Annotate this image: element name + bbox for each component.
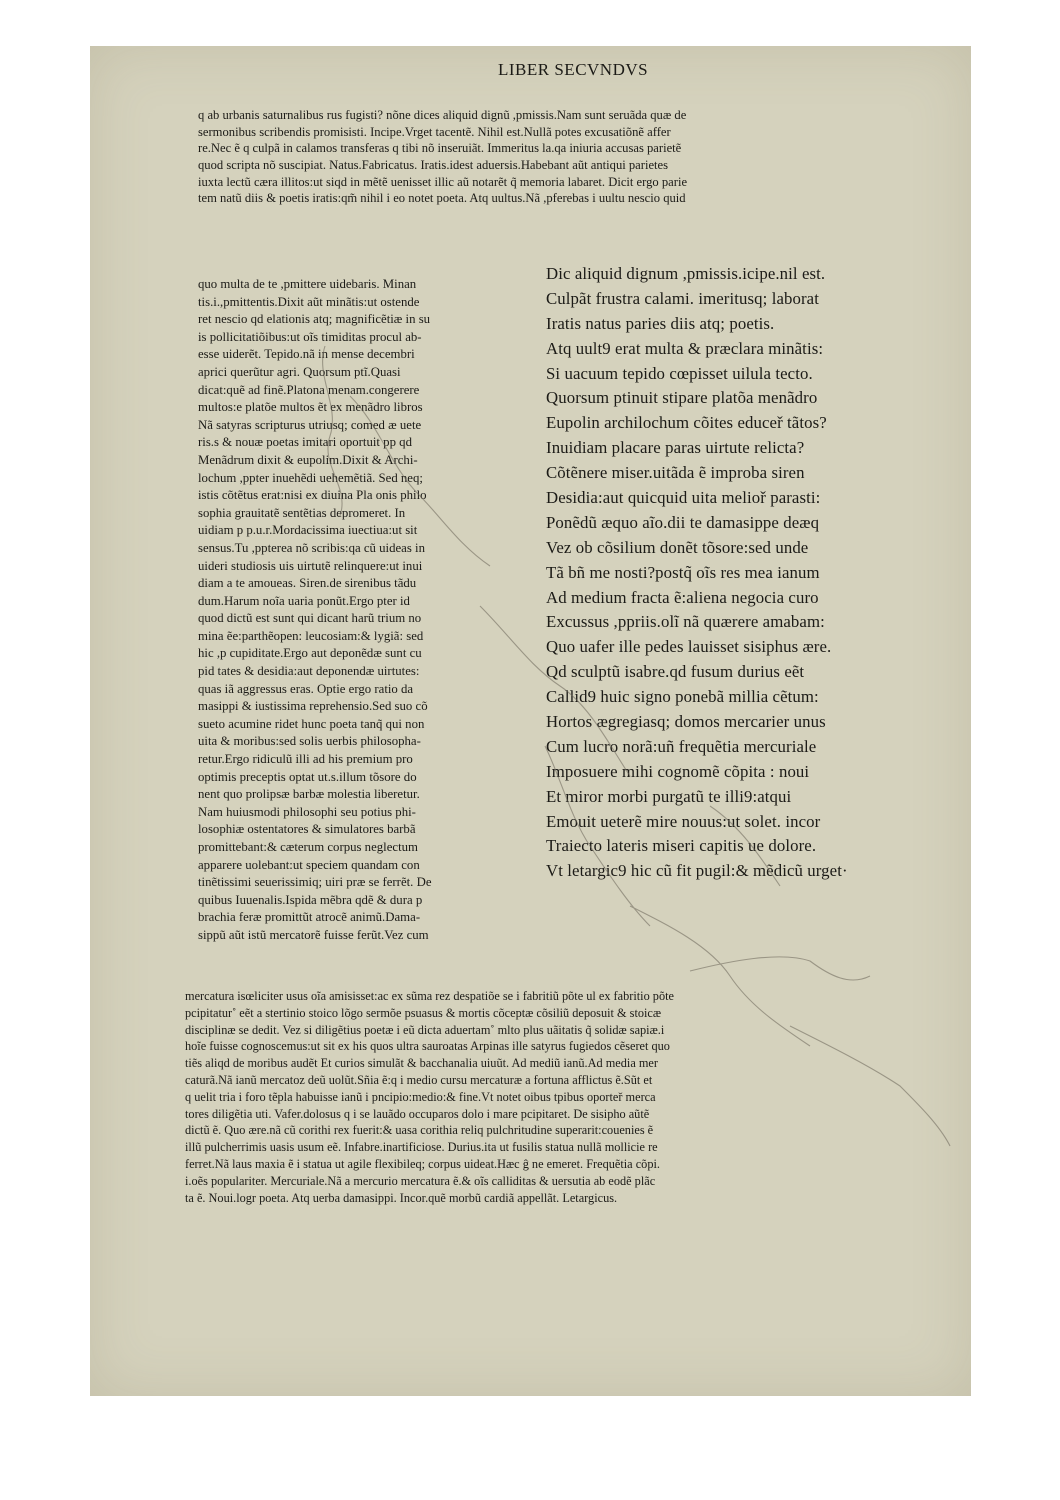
verse-line: Eupolin archilochum cõites educeř tãtos? — [546, 413, 827, 433]
commentary-line: mercatura isœliciter usus oĩa amisisset:ac ex sũma rez despatiõe se i fabritiũ põte ul ex fabritio põte — [185, 989, 674, 1003]
commentary-line: tores diligẽtia uti. Vafer.dolosus q i se lauãdo occuparos dolo i mare pcipitaret. De sisipho aũtẽ — [185, 1106, 650, 1121]
commentary-line: dictũ ẽ. Quo ære.nã cũ corithi rex fuerit:& uasa corithia reliq pulchritudine superarit:couenies ẽ — [185, 1123, 654, 1138]
commentary-line: sermonibus scribendis promisisti. Incipe.Vrget tacentẽ. Nihil est.Nullã potes excusatiõnẽ affer — [198, 124, 671, 139]
commentary-line: caturã.Nã ianũ mercatoz deũ uolũt.Sñia ẽ:q i medio cursu mercaturæ a fortuna afflictus ẽ.Sũt et — [185, 1072, 653, 1087]
verse-line: Inuidiam placare paras uirtute relicta? — [546, 438, 805, 458]
commentary-line: Menãdrum dixit & eupolim.Dixit & Archi- — [198, 452, 418, 467]
verse-line: Quo uafer ille pedes lauisset sisiphus ære. — [546, 637, 832, 657]
verse-line: Si uacuum tepido cœpisset uilula tecto. — [546, 363, 813, 383]
commentary-line: tiẽs aliqd de moribus audẽt Et curios simulãt & bacchanalia uiuũt. Ad mediũ ianũ.Ad media mer — [185, 1056, 658, 1071]
verse-line: Cum lucro norã:uñ frequẽtia mercuriale — [546, 736, 817, 756]
book-page — [90, 46, 971, 1396]
commentary-line: tinẽtissimi seuerissimiq; uiri præ se ferrẽt. De — [198, 875, 432, 890]
commentary-line: q uelit tria i foro tẽpla habuisse ianũ i pncipio:medio:& fine.Vt notet oibus tpibus oporteř merca — [185, 1089, 656, 1104]
commentary-line: q ab urbanis saturnalibus rus fugisti? nõne dices aliquid dignũ ,pmissis.Nam sunt seruãda quæ de — [198, 108, 687, 122]
commentary-line: quibus Iuuenalis.Ispida mẽbra qdẽ & dura p — [198, 892, 423, 907]
commentary-line: iuxta lectũ cæra illitos:ut siqd in mẽtẽ uenisset illic aũ notarẽt q̃ memoria labaret. Dicit ergo parie — [198, 174, 688, 189]
commentary-line: aprici querũtur agri. Quorsum ptĩ.Quasi — [198, 364, 401, 379]
commentary-line: sueto acumine ridet hunc poeta tanq̃ qui non — [198, 716, 425, 731]
verse-line: Ad medium fracta ẽ:aliena negocia curo — [546, 587, 819, 607]
commentary-top-block — [198, 107, 933, 207]
commentary-line: sensus.Tu ,ppterea nõ scribis:qa cũ uideas in — [198, 540, 425, 555]
verse-line: Atq uult9 erat multa & præclara minãtis: — [546, 338, 824, 358]
verse-line: Excussus ,ppriis.olĩ nã quærere amabam: — [546, 612, 825, 632]
verse-line: Qd sculptũ isabre.qd fusum durius eẽt — [546, 662, 805, 682]
verse-line: Traiecto lateris miseri capitis ue dolore. — [546, 836, 817, 856]
commentary-line: quas iã aggressus eras. Optie ergo ratio da — [198, 681, 414, 696]
margin-flourish-stroke — [690, 957, 870, 980]
commentary-line: dicat:quẽ ad finẽ.Platona menam.congerere — [198, 382, 420, 397]
commentary-line: sophia grauitatẽ sentẽtias depromeret. In — [198, 505, 406, 520]
verse-line: Hortos ægregiasq; domos mercarier unus — [546, 712, 826, 732]
verse-line: Dic aliquid dignum ,pmissis.icipe.nil est. — [546, 264, 826, 283]
commentary-line: nent quo prolipsæ barbæ molestia liberetur. — [198, 787, 420, 802]
commentary-line: lochum ,ppter inuehẽdi uehemẽtiã. Sed neq; — [198, 470, 423, 485]
verse-line: Iratis natus paries diis atq; poetis. — [546, 313, 775, 333]
verse-line: Callid9 huic signo ponebã millia cẽtum: — [546, 687, 819, 707]
verse-line: Vez ob cõsilium donẽt tõsore:sed unde — [546, 537, 809, 557]
commentary-line: retur.Ergo ridiculũ illi ad his premium pro — [198, 752, 413, 767]
commentary-bottom-block — [185, 988, 945, 1206]
verse-text-column — [546, 262, 946, 884]
commentary-line: tem natũ diis & poetis iratis:qm̃ nihil i eo notet poeta. Atq uultus.Nã ,pferebas i uultu nescio quid — [198, 191, 686, 206]
commentary-line: Nã satyras scripturus utriusq; comed æ uete — [198, 417, 422, 432]
verse-line: Ponẽdũ æquo aĩo.dii te damasippe deæq — [546, 512, 820, 532]
commentary-line: apparere uolebant:ut speciem quandam con — [198, 857, 420, 872]
verse-line: Culpãt frustra calami. imeritusq; laborat — [546, 288, 819, 308]
commentary-line: tis.i.,pmittentis.Dixit aũt minãtis:ut ostende — [198, 294, 420, 309]
verse-line: Tã bñ me nosti?postq̃ oĩs res mea ianum — [546, 562, 820, 582]
verse-line: Vt letargic9 hic cũ fit pugil:& mẽdicũ urget· — [546, 861, 848, 881]
running-header: LIBER SECVNDVS — [498, 60, 649, 79]
commentary-line: i.oẽs populariter. Mercuriale.Nã a mercurio mercatura ẽ.& oĩs calliditas & uersutia ab eodẽ plãc — [185, 1173, 656, 1188]
commentary-line: illũ pulcherrimis uasis usum eẽ. Infabre.inartificiose. Durius.ita ut fusilis statua nullã mollicie re — [185, 1140, 658, 1155]
commentary-line: is pollicitatiõibus:ut oĩs timiditas procul ab- — [198, 329, 422, 344]
commentary-line: brachia feræ promittũt atrocẽ animũ.Dama- — [198, 910, 421, 925]
commentary-line: disciplinæ se dedit. Vez si diligẽtius poetæ i eũ dicta aduertam˚ mlto plus uãitatis q̃ solidæ sapiæ.i — [185, 1022, 665, 1037]
commentary-line: hoĩe fuisse cognoscemus:ut sit ex his quos ultra sauroatas Arpinas ille satyrus fugiedos cẽseret quo — [185, 1039, 670, 1054]
commentary-line: diam a te amoueas. Siren.de sirenibus tãdu — [198, 576, 417, 591]
commentary-line: masippi & iustissima reprehensio.Sed suo cõ — [198, 699, 428, 714]
verse-line: Imposuere mihi cognomẽ cõpita : noui — [546, 761, 810, 781]
commentary-line: uita & moribus:sed solis uerbis philosopha- — [198, 734, 421, 749]
commentary-line: ferret.Nã laus maxia ẽ i statua ut agile flexibileq; corpus uideat.Hæc ĝ ne emeret. Frequẽtia cõpi. — [185, 1156, 660, 1171]
commentary-line: ta ẽ. Noui.logr poeta. Atq uerba damasippi. Incor.quẽ morbũ cardiã appellãt. Letargicus. — [185, 1190, 618, 1205]
commentary-line: ret nescio qd elationis atq; magnificẽtiæ in su — [198, 312, 431, 327]
commentary-line: losophiæ ostentatores & simulatores barbã — [198, 822, 416, 837]
commentary-line: quod dictũ est sunt qui dicant harũ trium no — [198, 611, 422, 626]
commentary-line: uideri studiosis uis uirtutẽ relinquere:ut inui — [198, 558, 423, 573]
commentary-line: sippũ aũt istũ mercatorẽ fuisse ferũt.Vez cum — [198, 927, 429, 942]
verse-line: Emouit ueterẽ mire nouus:ut solet. incor — [546, 811, 821, 831]
verse-line: Cõtẽnere miser.uitãda ẽ improba siren — [546, 463, 805, 483]
verse-line: Et miror morbi purgatũ te illi9:atqui — [546, 786, 792, 806]
commentary-line: multos:e platõe multos ẽt ex menãdro libros — [198, 400, 423, 415]
commentary-line: istis cõtẽtus erat:nisi ex diuina Pla onis philo — [198, 488, 427, 503]
commentary-line: promittebant:& cæterum corpus neglectum — [198, 840, 418, 854]
commentary-line: optimis preceptis optat ut.s.illum tõsore do — [198, 769, 417, 784]
commentary-line: esse uiderẽt. Tepido.nã in mense decembri — [198, 347, 415, 362]
commentary-line: ris.s & nouæ poetas imitari oportuit pp qd — [198, 435, 412, 450]
commentary-line: mina ẽe:parthẽopen: leucosiam:& lygiã: sed — [198, 628, 424, 643]
verse-line: Desidia:aut quicquid uita melioř parasti: — [546, 488, 821, 508]
commentary-line: pcipitatur˚ eẽt a stertinio stoico lõgo sermõe psuasus & mortis cõceptæ cõsiliũ deposuit & stoicæ — [185, 1005, 662, 1020]
commentary-line: quod scripta nõ suscipiat. Natus.Fabricatus. Iratis.idest aduersis.Habebant aũt antiqui parietes — [198, 158, 669, 173]
commentary-line: pid tates & desidia:aut deponendæ uirtutes: — [198, 664, 420, 679]
commentary-line: re.Nec ẽ q culpã in calamos transferas q tibi nõ inseruiãt. Immeritus la.qa iniuria accusas parietẽ — [198, 141, 682, 156]
commentary-line: hic ,p cupiditate.Ergo aut deponẽdæ sunt cu — [198, 646, 422, 661]
verse-line: Quorsum ptinuit stipare platõa menãdro — [546, 388, 818, 408]
commentary-line: uidiam p p.u.r.Mordacissima iuectiua:ut sit — [198, 523, 418, 538]
commentary-line: dum.Harum noĩa uaria ponũt.Ergo pter id — [198, 593, 410, 608]
commentary-line: Nam huiusmodi philosophi seu potius phi- — [198, 804, 416, 819]
commentary-line: quo multa de te ,pmittere uidebaris. Minan — [198, 277, 417, 291]
commentary-left-column — [198, 276, 543, 945]
